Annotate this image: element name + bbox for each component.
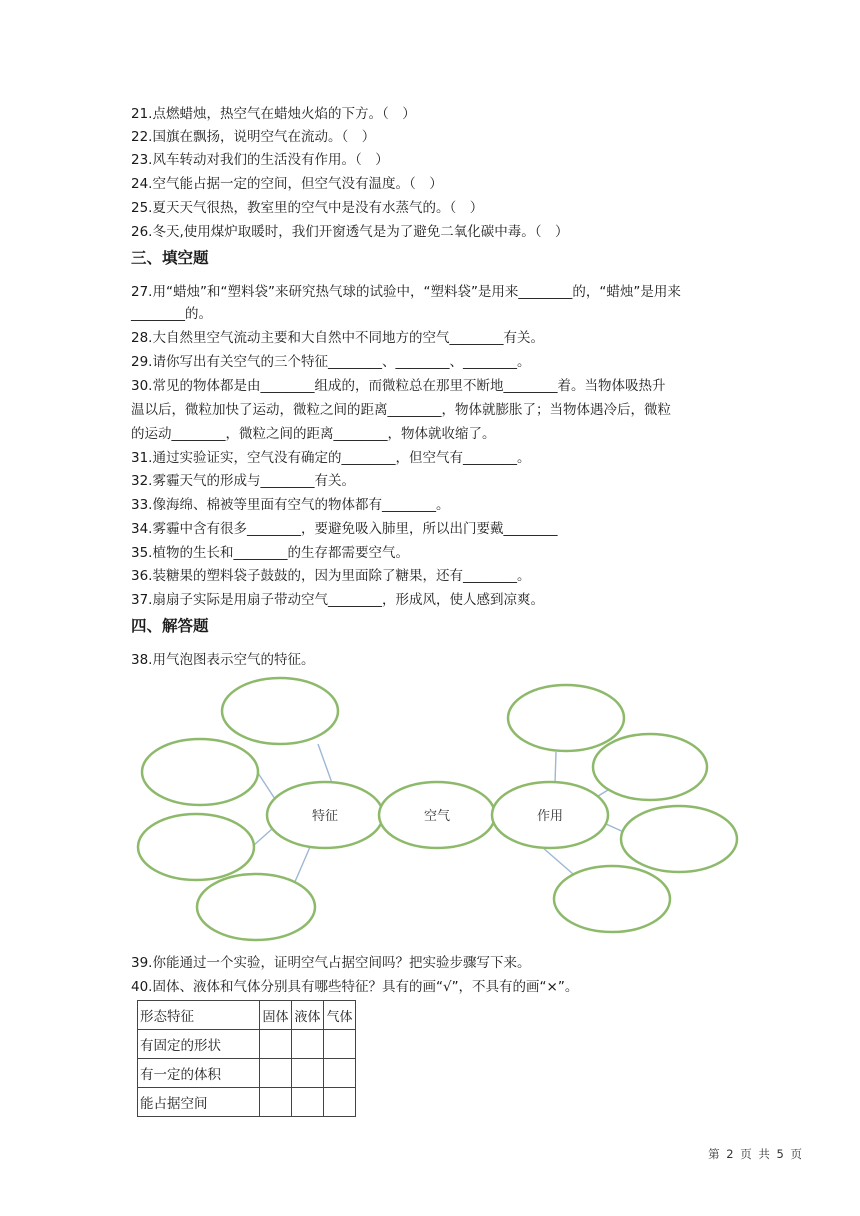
characteristics-label: 特征 — [311, 809, 339, 824]
question-36: 36.装糖果的塑料袋子鼓鼓的，因为里面除了糖果，还有________。 — [131, 568, 531, 584]
question-26: 26.冬天,使用煤炉取暖时，我们开窗透气是为了避免二氧化碳中毒。（ ） — [131, 224, 569, 240]
empty-bubble-bottom-left[interactable] — [197, 874, 315, 940]
table-row — [138, 1059, 356, 1088]
row-label-cell: 有固定的形状 — [138, 1030, 260, 1059]
arrow-to-top-right-bubble — [555, 752, 556, 783]
answer-cell[interactable] — [292, 1088, 324, 1117]
air-label: 空气 — [423, 809, 451, 824]
table-row — [138, 1088, 356, 1117]
arrow-to-bottom-left-bubble — [294, 847, 310, 884]
empty-bubble-top-right[interactable] — [508, 685, 624, 751]
question-30-line-2: 温以后，微粒加快了运动，微粒之间的距离________，物体就膨胀了；当物体遇冷后，微粒 — [131, 402, 671, 418]
arrow-to-bottom-right-bubble — [542, 847, 573, 874]
section-heading-answer: 四、解答题 — [131, 617, 209, 635]
table-header-cell: 气体 — [324, 1001, 356, 1030]
section-heading-fill-blank: 三、填空题 — [131, 249, 209, 267]
answer-cell[interactable] — [324, 1088, 356, 1117]
empty-bubble-lower-left[interactable] — [138, 814, 254, 880]
answer-cell[interactable] — [260, 1059, 292, 1088]
function-label: 作用 — [536, 809, 564, 824]
question-25: 25.夏天天气很热，教室里的空气中是没有水蒸气的。（ ） — [131, 200, 484, 216]
question-21: 21.点燃蜡烛，热空气在蜡烛火焰的下方。（ ） — [131, 106, 416, 122]
table-header-cell: 液体 — [292, 1001, 324, 1030]
empty-bubble-upper-left[interactable] — [142, 739, 258, 805]
question-23: 23.风车转动对我们的生活没有作用。（ ） — [131, 152, 389, 168]
answer-cell[interactable] — [260, 1030, 292, 1059]
question-34: 34.雾霾中含有很多________，要避免吸入肺里，所以出门要戴________ — [131, 521, 558, 537]
question-35: 35.植物的生长和________的生存都需要空气。 — [131, 545, 409, 561]
question-27-line-2: ________的。 — [131, 306, 212, 322]
question-31: 31.通过实验证实，空气没有确定的________，但空气有________。 — [131, 450, 531, 466]
question-39: 39.你能通过一个实验，证明空气占据空间吗？把实验步骤写下来。 — [131, 955, 531, 971]
empty-bubble-upper-right[interactable] — [593, 734, 707, 800]
page-footer: 第 2 页 共 5 页 — [708, 1147, 802, 1161]
table-row — [138, 1030, 356, 1059]
question-30-line-3: 的运动________，微粒之间的距离________，物体就收缩了。 — [131, 426, 496, 442]
question-30-line-1: 30.常见的物体都是由________组成的，而微粒总在那里不断地________着。当物体吸热升 — [131, 378, 666, 394]
arrow-to-lower-left-bubble — [254, 829, 272, 845]
answer-cell[interactable] — [292, 1030, 324, 1059]
answer-cell[interactable] — [292, 1059, 324, 1088]
question-29: 29.请你写出有关空气的三个特征________、________、________。 — [131, 354, 531, 370]
arrow-to-top-left-bubble — [318, 744, 332, 783]
empty-bubble-top-left[interactable] — [222, 678, 338, 744]
empty-bubble-bottom-right[interactable] — [554, 866, 670, 932]
empty-bubble-lower-right[interactable] — [621, 806, 737, 872]
answer-cell[interactable] — [324, 1059, 356, 1088]
row-label-cell: 有一定的体积 — [138, 1059, 260, 1088]
question-32: 32.雾霾天气的形成与________有关。 — [131, 473, 355, 489]
states-of-matter-table — [137, 1000, 356, 1117]
question-24: 24.空气能占据一定的空间，但空气没有温度。（ ） — [131, 176, 443, 192]
question-27-line-1: 27.用“蜡烛”和“塑料袋”来研究热气球的试验中，“塑料袋”是用来________的，“蜡烛”是用来 — [131, 284, 681, 300]
row-label-cell: 能占据空间 — [138, 1088, 260, 1117]
table-header-cell: 形态特征 — [138, 1001, 260, 1030]
question-38: 38.用气泡图表示空气的特征。 — [131, 652, 315, 668]
table-header-row — [138, 1001, 356, 1030]
question-40: 40.固体、液体和气体分别具有哪些特征？具有的画“√”，不具有的画“×”。 — [131, 979, 579, 995]
table-header-cell: 固体 — [260, 1001, 292, 1030]
question-22: 22.国旗在飘扬，说明空气在流动。（ ） — [131, 129, 376, 145]
question-28: 28.大自然里空气流动主要和大自然中不同地方的空气________有关。 — [131, 330, 544, 346]
question-37: 37.扇扇子实际是用扇子带动空气________，形成风，使人感到凉爽。 — [131, 592, 544, 608]
answer-cell[interactable] — [260, 1088, 292, 1117]
question-33: 33.像海绵、棉被等里面有空气的物体都有________。 — [131, 497, 450, 513]
arrow-to-upper-left-bubble — [258, 773, 275, 799]
answer-cell[interactable] — [324, 1030, 356, 1059]
